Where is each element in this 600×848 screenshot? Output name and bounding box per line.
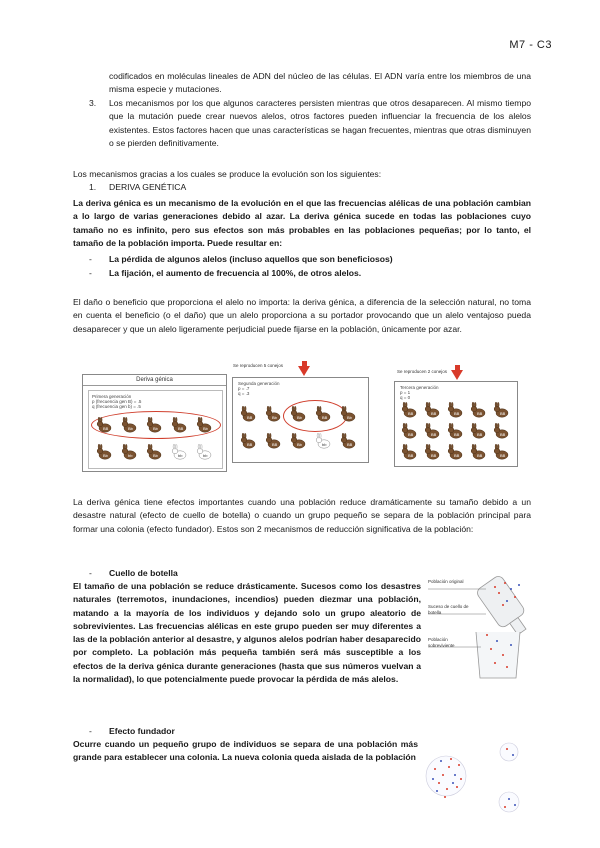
genotype-label: BB xyxy=(178,426,184,431)
genotype-label: Bb xyxy=(103,453,108,458)
label-surviving-population: Población sobreviviente xyxy=(428,637,455,648)
population-dot xyxy=(494,662,496,664)
bullet-item: La fijación, el aumento de frecuencia al 100%, de otros alelos. xyxy=(109,268,362,278)
label-original-population: Población original xyxy=(428,579,464,584)
genotype-label: Bb xyxy=(272,415,277,420)
item3-text: Los mecanismos por los que algunos caracteres persisten mientras que otros desaparecen. Al mismo tiempo que la mutación puede crear nuevos alelos, otros factores pueden influenciar la frecuencia de los alelos existentes. Estos factores hacen que unas características se hagan frecuentes, mientras que otras disminuyen o se pierden definitivamente. xyxy=(109,98,531,148)
genotype-label: BB xyxy=(454,432,460,437)
genotype-label: Bb xyxy=(347,415,352,420)
population-dot xyxy=(512,754,514,756)
population-dot xyxy=(442,774,444,776)
genotype-label: bb xyxy=(178,453,183,458)
down-arrow-icon xyxy=(451,370,463,380)
genotype-label: Bb xyxy=(153,426,158,431)
genotype-label: BB xyxy=(477,453,483,458)
genotype-label: bb xyxy=(128,453,133,458)
drift-panel-second-generation xyxy=(232,377,369,463)
population-dot xyxy=(458,764,460,766)
drift-panel-inner xyxy=(88,390,223,469)
rabbit-group xyxy=(89,391,222,468)
population-dot xyxy=(448,766,450,768)
population-dot xyxy=(506,748,508,750)
genotype-label: BB xyxy=(431,411,437,416)
genotype-label: BB xyxy=(408,453,414,458)
population-dot xyxy=(490,648,492,650)
genotype-label: BB xyxy=(454,411,460,416)
genotype-label: Bb xyxy=(153,453,158,458)
third-generation-q: q = 0 xyxy=(400,395,411,400)
population-dot xyxy=(494,586,496,588)
bottleneck-dots xyxy=(426,574,536,680)
population-dot xyxy=(508,798,510,800)
section1-title: DERIVA GENÉTICA xyxy=(109,182,187,192)
bullet-dash: - xyxy=(89,268,92,278)
population-dot xyxy=(504,806,506,808)
genotype-label: BB xyxy=(408,432,414,437)
population-dot xyxy=(486,634,488,636)
down-arrow-icon xyxy=(298,366,310,376)
genotype-label: bb xyxy=(203,453,208,458)
page-header-code: M7 - C3 xyxy=(509,39,552,51)
genotype-label: BB xyxy=(500,411,506,416)
third-generation-label: Tercera generación xyxy=(400,385,439,390)
reproduce-2-caption: Se reproducen 2 conejos xyxy=(397,369,448,374)
genotype-label: BB xyxy=(477,411,483,416)
population-dot xyxy=(496,640,498,642)
population-dot xyxy=(460,778,462,780)
first-generation-label: Primera generación xyxy=(92,394,132,399)
population-dot xyxy=(436,790,438,792)
founder-title: Efecto fundador xyxy=(109,726,175,736)
population-dot xyxy=(498,592,500,594)
genotype-label: BB xyxy=(347,442,353,447)
population-dot xyxy=(452,782,454,784)
population-dot xyxy=(456,786,458,788)
genotype-label: BB xyxy=(322,415,328,420)
drift-panel-first-generation xyxy=(82,374,227,472)
founder-paragraph: Ocurre cuando un pequeño grupo de individuos se separa de una población más grande para establecer una colonia. La nueva colonia queda aislada de la población xyxy=(73,739,418,763)
population-dot xyxy=(434,768,436,770)
population-dot xyxy=(514,596,516,598)
rabbit-group xyxy=(233,378,368,462)
genotype-label: BB xyxy=(500,432,506,437)
genotype-label: Bb xyxy=(297,415,302,420)
bottleneck-title: Cuello de botella xyxy=(109,568,178,578)
bottleneck-figure xyxy=(426,574,536,680)
population-dot xyxy=(444,796,446,798)
genotype-label: bb xyxy=(322,442,327,447)
mechanisms-intro: Los mecanismos gracias a los cuales se produce la evolución son los siguientes: xyxy=(73,169,382,179)
population-dot xyxy=(514,804,516,806)
drift-caption-third xyxy=(397,369,497,374)
population-dot xyxy=(502,654,504,656)
bullet-dash: - xyxy=(89,568,92,578)
population-dot xyxy=(446,788,448,790)
population-dot xyxy=(504,582,506,584)
genotype-label: Bb xyxy=(297,442,302,447)
population-dot xyxy=(438,782,440,784)
divider xyxy=(83,385,226,386)
second-generation-label: Segunda generación xyxy=(238,381,280,386)
damage-paragraph: El daño o beneficio que proporciona el alelo no importa: la deriva génica, a diferencia de la selección natural, no toma en cuenta el beneficio (o el daño) que un alelo proporciona a su portador provocando que un alelo ventajoso pueda desaparecer y que un alelo ligeramente perjudicial puede fijarse en la población, únicamente por azar. xyxy=(73,297,531,334)
population-dot xyxy=(518,584,520,586)
genotype-label: Bb xyxy=(128,426,133,431)
population-dot xyxy=(510,588,512,590)
genotype-label: BB xyxy=(272,442,278,447)
founder-dots xyxy=(424,738,536,818)
genotype-label: Bb xyxy=(203,426,208,431)
section1-number: 1. xyxy=(89,182,97,192)
genotype-label: BB xyxy=(477,432,483,437)
third-generation-p: p = 1 xyxy=(400,390,411,395)
second-generation-q: q = .3 xyxy=(238,391,250,396)
population-dot xyxy=(450,758,452,760)
drift-panel-title: Deriva génica xyxy=(136,377,173,383)
population-dot xyxy=(432,778,434,780)
genotype-label: BB xyxy=(431,453,437,458)
genotype-label: BB xyxy=(454,453,460,458)
bullet-dash: - xyxy=(89,254,92,264)
genotype-label: BB xyxy=(500,453,506,458)
label-bottleneck-event: Suceso de cuello de botella xyxy=(428,604,469,615)
population-dot xyxy=(502,604,504,606)
drift-panel-third-generation xyxy=(394,381,518,467)
bullet-item: La pérdida de algunos alelos (incluso aquellos que son beneficiosos) xyxy=(109,254,393,264)
first-generation-q: q (frecuencia gen b) = .5 xyxy=(92,404,141,409)
population-dot xyxy=(506,666,508,668)
drift-definition: La deriva génica es un mecanismo de la evolución en el que las frecuencias alélicas de una población cambian a lo largo de varias generaciones debido al azar. La deriva génica sucede en todas las poblaciones cuyo tamaño no es infinito, pero sus efectos son más probables en las poblaciones pequeñas; por lo tanto, el tamaño de la población importa. Puede resultar en: xyxy=(73,198,531,248)
item2-continuation: codificados en moléculas lineales de ADN del núcleo de las células. El ADN varía entre los miembros de una misma especie y mutaciones. xyxy=(109,71,531,95)
genotype-label: BB xyxy=(247,442,253,447)
first-generation-p: p (frecuencia gen B) = .5 xyxy=(92,399,142,404)
population-dot xyxy=(454,774,456,776)
second-generation-p: p = .7 xyxy=(238,386,250,391)
effects-paragraph: La deriva génica tiene efectos importantes cuando una población reduce dramáticamente su tamaño debido a un desastre natural (efecto de cuello de botella) o cuando un grupo pequeño se separa de la población principal para formar una colonia (efecto fundador). Estos son 2 mecanismos de reducción significativa de la población: xyxy=(73,497,531,534)
genotype-label: BB xyxy=(408,411,414,416)
bullet-dash: - xyxy=(89,726,92,736)
genotype-label: BB xyxy=(431,432,437,437)
genotype-label: BB xyxy=(247,415,253,420)
bottleneck-paragraph: El tamaño de una población se reduce drásticamente. Sucesos como los desastres naturales (terremotos, inundaciones, incendios) pueden diezmar una población, matando a la mayoría de los individuos y dejando solo un grupo aleatorio de sobrevivientes. Las frecuencias alélicas en este grupo pueden ser muy diferentes a las de la población anterior al desastre, y algunos alelos podrían haber desaparecido por completo. La población más pequeña también será más susceptible a los efectos de la deriva génica durante generaciones (hasta que sus números vuelvan a la normalidad), lo que potencialmente puede provocar la pérdida de más alelos. xyxy=(73,581,421,685)
item3-number: 3. xyxy=(89,98,97,108)
population-dot xyxy=(506,600,508,602)
rabbit-group xyxy=(395,382,517,466)
drift-caption-second xyxy=(233,363,345,368)
genotype-label: BB xyxy=(103,426,109,431)
population-dot xyxy=(510,644,512,646)
population-dot xyxy=(440,760,442,762)
reproduce-5-caption: Se reproducen 5 conejos xyxy=(233,363,284,368)
founder-figure xyxy=(424,738,536,818)
